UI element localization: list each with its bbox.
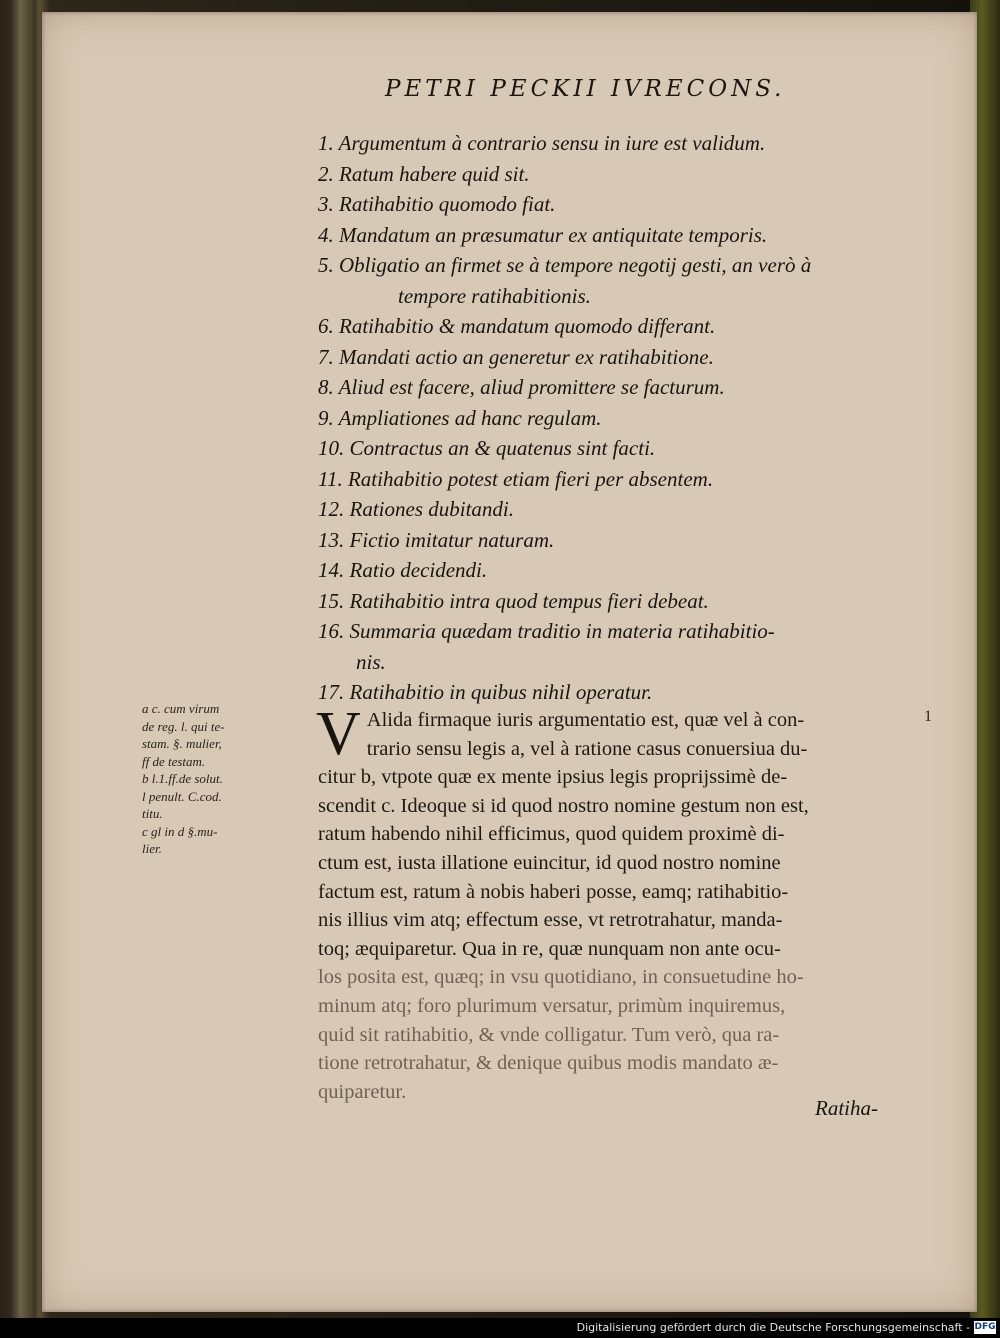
book-spine [10,0,36,1318]
summary-item [318,250,928,311]
drop-cap: V [316,700,361,768]
summary-item-text: Ratihabitio potest etiam fieri per absentem. [347,466,714,491]
margin-notes [142,700,322,858]
catchword: Ratiha- [815,1096,878,1120]
body-line: nis illius vim atq; effectum esse, vt retrotrahatur, manda- [318,909,783,932]
body-line: scendit c. Ideoque si id quod nostro nomine gestum non est, [318,794,809,817]
summary-item-number: 8. [318,375,334,399]
summary-item-text: Ratihabitio in quibus nihil operatur. [349,680,653,704]
running-head: PETRI PECKII IVRECONS. [385,76,786,102]
summary-item-text: Ratum habere quid sit. [339,161,530,186]
summary-item-text: Ratio decidendi. [349,558,488,582]
body-line: ratum habendo nihil efficimus, quod quidem proximè di- [318,823,785,846]
body-line: Alida firmaque iuris argumentatio est, quæ vel à con- [366,709,805,731]
margin-note-line: stam. §. mulier, [142,736,222,751]
footer-credit: Digitalisierung gefördert durch die Deutsche Forschungsgemeinschaft - [576,1321,970,1334]
summary-item-text: Argumentum à contrario sensu in iure est validum. [338,131,766,155]
summary-item-text: Contractus an & quatenus sint facti. [349,436,656,460]
summary-item-number: 3. [318,192,334,216]
margin-note-line: a c. cum virum [142,701,220,716]
body-line: quiparetur. [318,1080,407,1103]
summary-list [318,128,928,708]
summary-item [318,403,928,434]
summary-item [318,677,928,708]
margin-note-line: l penult. C.cod. [142,788,222,804]
summary-item-number: 17. [318,680,345,704]
body-line: citur b, vtpote quæ ex mente ipsius legis proprijssimè de- [318,766,788,789]
body-line: toq; æquiparetur. Qua in re, quæ nunquam non ante ocu- [318,937,781,960]
summary-item-text: Rationes dubitandi. [349,497,514,521]
body-line: minum atq; foro plurimum versatur, primùm inquiremus, [318,994,786,1017]
summary-item [318,494,928,525]
summary-item [318,128,928,159]
summary-item-text: Mandati actio an generetur ex ratihabitione. [339,344,714,369]
paragraph-marginal-number: 1 [924,708,932,725]
summary-item-number: 1. [318,131,334,155]
summary-item-number: 7. [318,344,334,369]
summary-item-number: 16. [318,619,345,643]
body-line: tione retrotrahatur, & denique quibus modis mandato æ- [318,1052,779,1075]
margin-note-line: lier. [142,841,162,856]
summary-item [318,220,928,251]
summary-item-text: Ratihabitio quomodo fiat. [339,192,556,216]
summary-item-text: Ratihabitio & mandatum quomodo differant. [339,314,716,338]
summary-item-text: Mandatum an præsumatur ex antiquitate temporis. [339,222,768,247]
body-line: ctum est, iusta illatione euincitur, id quod nostro nomine [318,851,781,874]
summary-item-number: 6. [318,314,334,338]
summary-item [318,342,928,373]
summary-item-continuation: tempore ratihabitionis. [398,283,591,308]
summary-item-text: Fictio imitatur naturam. [349,527,555,552]
margin-note-line: ff de testam. [142,753,206,769]
summary-item-number: 5. [318,253,334,277]
body-line: quid sit ratihabitio, & vnde colligatur. Tum verò, qua ra- [318,1023,780,1046]
summary-item [318,616,928,677]
summary-item-text: Summaria quædam traditio in materia ratihabitio- [349,619,775,643]
summary-item [318,586,928,617]
margin-note-line: c gl in d §.mu- [142,823,218,839]
dfg-logo: DFG [974,1322,996,1332]
summary-item-continuation: nis. [356,649,386,674]
summary-item-number: 14. [318,558,345,582]
summary-item-number: 11. [318,466,343,491]
summary-item [318,189,928,220]
summary-item-number: 12. [318,497,345,521]
body-line: factum est, ratum à nobis haberi posse, eamq; ratihabitio- [318,880,789,903]
summary-item-number: 4. [318,222,334,247]
margin-note-line: de reg. l. qui te- [142,718,225,734]
summary-item-text: Ratihabitio intra quod tempus fieri debeat. [349,588,709,613]
summary-item [318,555,928,586]
summary-item [318,372,928,403]
footer-bar [0,1318,1000,1338]
summary-item-text: Aliud est facere, aliud promittere se facturum. [338,375,725,399]
summary-item [318,433,928,464]
summary-item-text: Obligatio an firmet se à tempore negotij gesti, an verò à [339,253,812,277]
summary-item-number: 10. [318,436,345,460]
body-line: los posita est, quæq; in vsu quotidiano, in consuetudine ho- [318,966,804,989]
summary-item [318,311,928,342]
summary-item [318,464,928,495]
body-line: trario sensu legis a, vel à ratione casus conuersiua du- [366,737,808,760]
margin-note-line: b l.1.ff.de solut. [142,771,223,786]
summary-item [318,525,928,556]
body-text [316,700,930,1106]
summary-item-number: 13. [318,527,345,552]
summary-item-number: 15. [318,588,345,613]
summary-item-number: 2. [318,161,334,186]
margin-note-line: titu. [142,806,163,821]
summary-item [318,159,928,190]
summary-item-number: 9. [318,405,334,430]
summary-item-text: Ampliationes ad hanc regulam. [338,405,602,430]
